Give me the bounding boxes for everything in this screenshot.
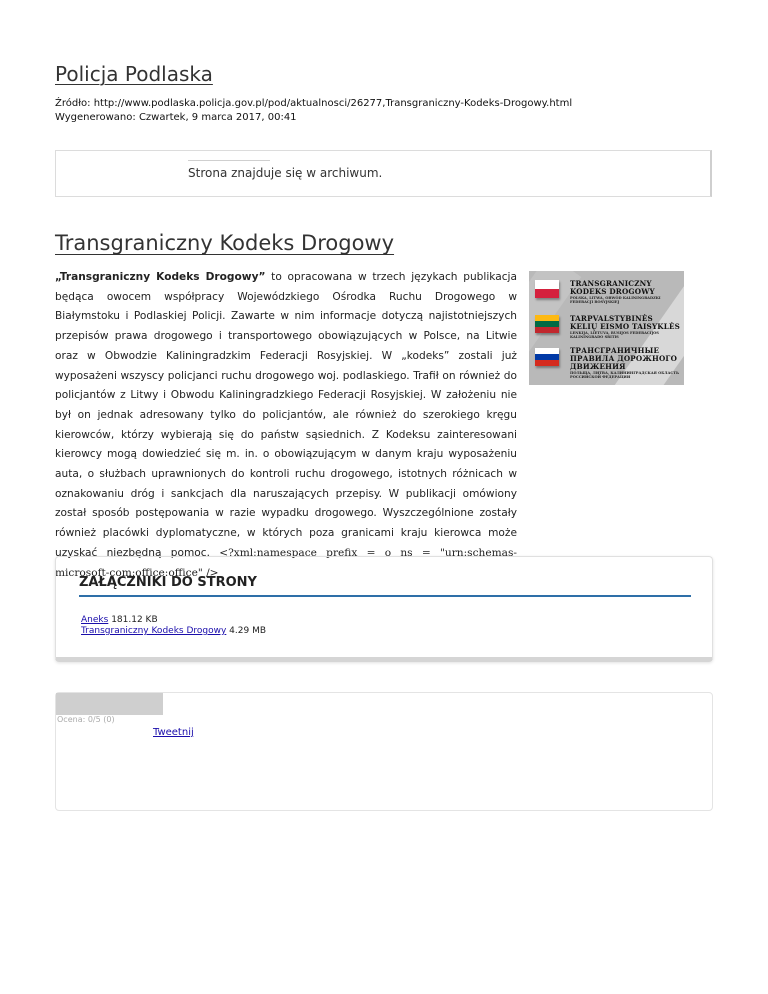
rating-text: Ocena: 0/5 (0) (57, 715, 115, 724)
article-lead: „Transgraniczny Kodeks Drogowy” (55, 271, 266, 283)
attachment-item (81, 615, 266, 626)
generated-date: Wygenerowano: Czwartek, 9 marca 2017, 00:41 (55, 112, 297, 123)
site-title[interactable]: Policja Podlaska (55, 62, 213, 86)
attachment-link-kodeks[interactable]: Transgraniczny Kodeks Drogowy (81, 626, 227, 636)
attachments-list (81, 615, 266, 637)
xml-artifact: <?xml:namespace prefix = o ns = "urn:schemas-microsoft-com:office:office" /> (55, 546, 517, 579)
cover-pl-title-2: KODEKS DROGOWY (570, 287, 655, 296)
cover-lt-subtitle: LENKIJA, LIETUVA, RUSIJOS FEDERACIJOS KALININGRADO SRITIS (570, 331, 659, 339)
cover-ru-subtitle: ПОЛЬША, ЛИТВА, КАЛИНИНГРАДСКАЯ ОБЛАСТЬ РОССИЙСКОЙ ФЕДЕРАЦИИ (570, 371, 679, 379)
archive-notice (55, 150, 712, 197)
rating-stars-bar[interactable] (56, 693, 163, 715)
attachments-heading: ZAŁĄCZNIKI DO STRONY (79, 575, 257, 590)
publication-cover-image (529, 271, 684, 385)
page-title[interactable]: Transgraniczny Kodeks Drogowy (55, 231, 395, 255)
article-body (55, 268, 517, 583)
lithuania-flag-icon (535, 315, 559, 333)
cover-lt-title-2: KELIŲ EISMO TAISYKLĖS (570, 322, 681, 331)
rating-panel (55, 692, 713, 811)
cover-pl-title-1: TRANSGRANICZNY (570, 279, 652, 288)
cover-ru-title-1: ТРАНСГРАНИЧНЫЕ (570, 346, 660, 355)
cover-pl-subtitle: POLSKA, LITWA, OBWÓD KALININGRADZKI FEDERACJI ROSYJSKIEJ (570, 296, 661, 304)
document-meta (55, 97, 572, 125)
cover-lt-title-1: TARPVALSTYBINĖS (570, 314, 653, 323)
russia-flag-icon (535, 348, 559, 366)
notice-divider (188, 160, 270, 161)
tweet-link[interactable]: Tweetnij (153, 727, 194, 738)
source-url: Źródło: http://www.podlaska.policja.gov.pl/pod/aktualnosci/26277,Transgraniczny-Kodeks-Drogowy.html (55, 98, 573, 109)
poland-flag-icon (535, 280, 559, 298)
attachment-size: 4.29 MB (229, 626, 267, 636)
article-text: to opracowana w trzech językach publikacja będąca owocem współpracy Wojewódzkiego Ośrodka Ruchu Drogowego w Białymstoku i Podlaskiej Policji. Zawarte w nim informacje dotyczą najistotniejszych przepisów prawa drogowego i transportowego obowiązujących w Polsce, na Litwie oraz w Obwodzie Kaliningradzkim Federacji Rosyjskiej. W „kodeks” zostali już wyposażeni wszyscy policjanci ruchu drogowego woj. podlaskiego. Trafił on również do policjantów z Litwy i Obwodu Kaliningradzkiego Federacji Rosyjskiej. W założeniu nie był on jednak adresowany tylko do policjantów, ale również do szerokiego kręgu kierowców, którzy wybierają się do państw sąsiednich. Z Kodeksu zainteresowani kierowcy mogą dowiedzieć się m. in. o obowiązującym w danym kraju wyposażeniu auta, o służbach uprawnionych do kontroli ruchu drogowego, istotnych różnicach w oznakowaniu dróg i sankcjach dla naruszających przepisy. W publikacji omówiony został sposób postępowania w razie wypadku drogowego. Wyszczególnione zostały również placówki dyplomatyczne, w których poza granicami kraju kierowca może uzyskać niezbędną pomoc. (55, 271, 517, 559)
archive-notice-text: Strona znajduje się w archiwum. (188, 166, 383, 180)
attachments-panel (55, 556, 713, 662)
attachment-size: 181.12 KB (111, 615, 158, 625)
attachment-item (81, 626, 266, 637)
attachment-link-aneks[interactable]: Aneks (81, 615, 109, 625)
cover-ru-title-2: ПРАВИЛА ДОРОЖНОГО (570, 354, 678, 363)
cover-ru-title-3: ДВИЖЕНИЯ (570, 362, 626, 371)
attachments-divider (79, 595, 691, 597)
